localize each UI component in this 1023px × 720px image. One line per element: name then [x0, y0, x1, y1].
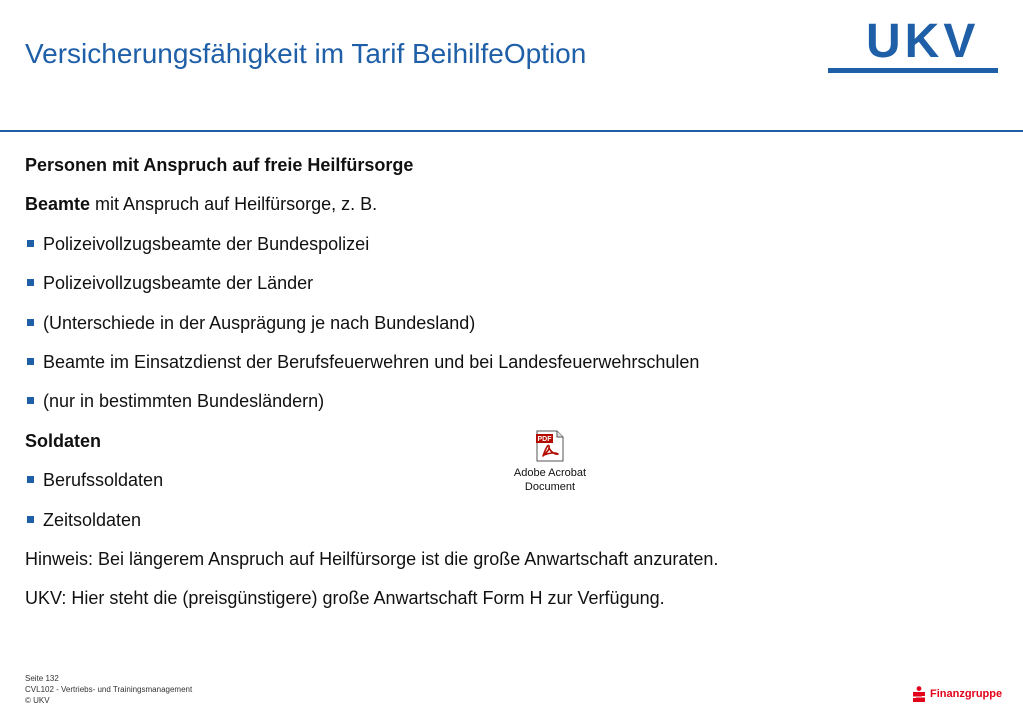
- footer: [25, 673, 192, 706]
- beamte-intro: [25, 193, 985, 232]
- finanzgruppe-logo: [912, 686, 1002, 702]
- header-divider: [0, 130, 1023, 132]
- slide-content: [25, 154, 985, 627]
- list-item: [25, 509, 985, 548]
- beamte-intro-text: mit Anspruch auf Heilfürsorge, z. B.: [90, 194, 378, 215]
- list-item: [25, 233, 985, 272]
- square-bullet-icon: [27, 516, 34, 523]
- hinweis-text: Hinweis: Bei längerem Anspruch auf Heilfürsorge ist die große Anwartschaft anzuraten.: [25, 548, 719, 569]
- list-item-text: (nur in bestimmten Bundesländern): [43, 391, 325, 412]
- list-item-text: Polizeivollzugsbeamte der Länder: [43, 273, 314, 294]
- list-item: [25, 312, 985, 351]
- ukv-note-text: UKV: Hier steht die (preisgünstigere) große Anwartschaft Form H zur Verfügung.: [25, 588, 665, 609]
- pdf-attachment[interactable]: [505, 430, 595, 494]
- sparkasse-s-icon: [912, 686, 926, 702]
- list-item: [25, 272, 985, 311]
- square-bullet-icon: [27, 240, 34, 247]
- square-bullet-icon: [27, 279, 34, 286]
- slide-title: Versicherungsfähigkeit im Tarif BeihilfeOption: [25, 38, 587, 69]
- square-bullet-icon: [27, 319, 34, 326]
- finanzgruppe-text: Finanzgruppe: [930, 688, 1003, 700]
- pdf-badge-text: PDF: [537, 436, 552, 443]
- pdf-caption-line1: Adobe Acrobat: [513, 467, 587, 479]
- ukv-logo: [828, 15, 1000, 74]
- list-item-text: Polizeivollzugsbeamte der Bundespolizei: [43, 233, 370, 254]
- pdf-icon[interactable]: [534, 430, 566, 462]
- soldaten-heading: Soldaten: [25, 430, 102, 451]
- course-label: CVL102 - Vertriebs- und Trainingsmanagement: [25, 685, 193, 694]
- square-bullet-icon: [27, 397, 34, 404]
- list-item: [25, 351, 985, 390]
- square-bullet-icon: [27, 476, 34, 483]
- ukv-logo-underline: [828, 68, 998, 73]
- list-item-text: Beamte im Einsatzdienst der Berufsfeuerwehren und bei Landesfeuerwehrschulen: [43, 351, 700, 372]
- list-item-text: Berufssoldaten: [43, 470, 164, 491]
- list-item-text: (Unterschiede in der Ausprägung je nach Bundesland): [43, 312, 476, 333]
- list-item-text: Zeitsoldaten: [43, 509, 142, 530]
- section-heading: Personen mit Anspruch auf freie Heilfürsorge: [25, 155, 414, 175]
- copyright: © UKV: [25, 696, 50, 705]
- ukv-logo-text: UKV: [866, 15, 980, 68]
- list-item: [25, 390, 985, 429]
- pdf-caption-line2: Document: [524, 481, 576, 493]
- page-number: Seite 132: [25, 674, 59, 683]
- square-bullet-icon: [27, 358, 34, 365]
- beamte-label: Beamte: [25, 194, 91, 215]
